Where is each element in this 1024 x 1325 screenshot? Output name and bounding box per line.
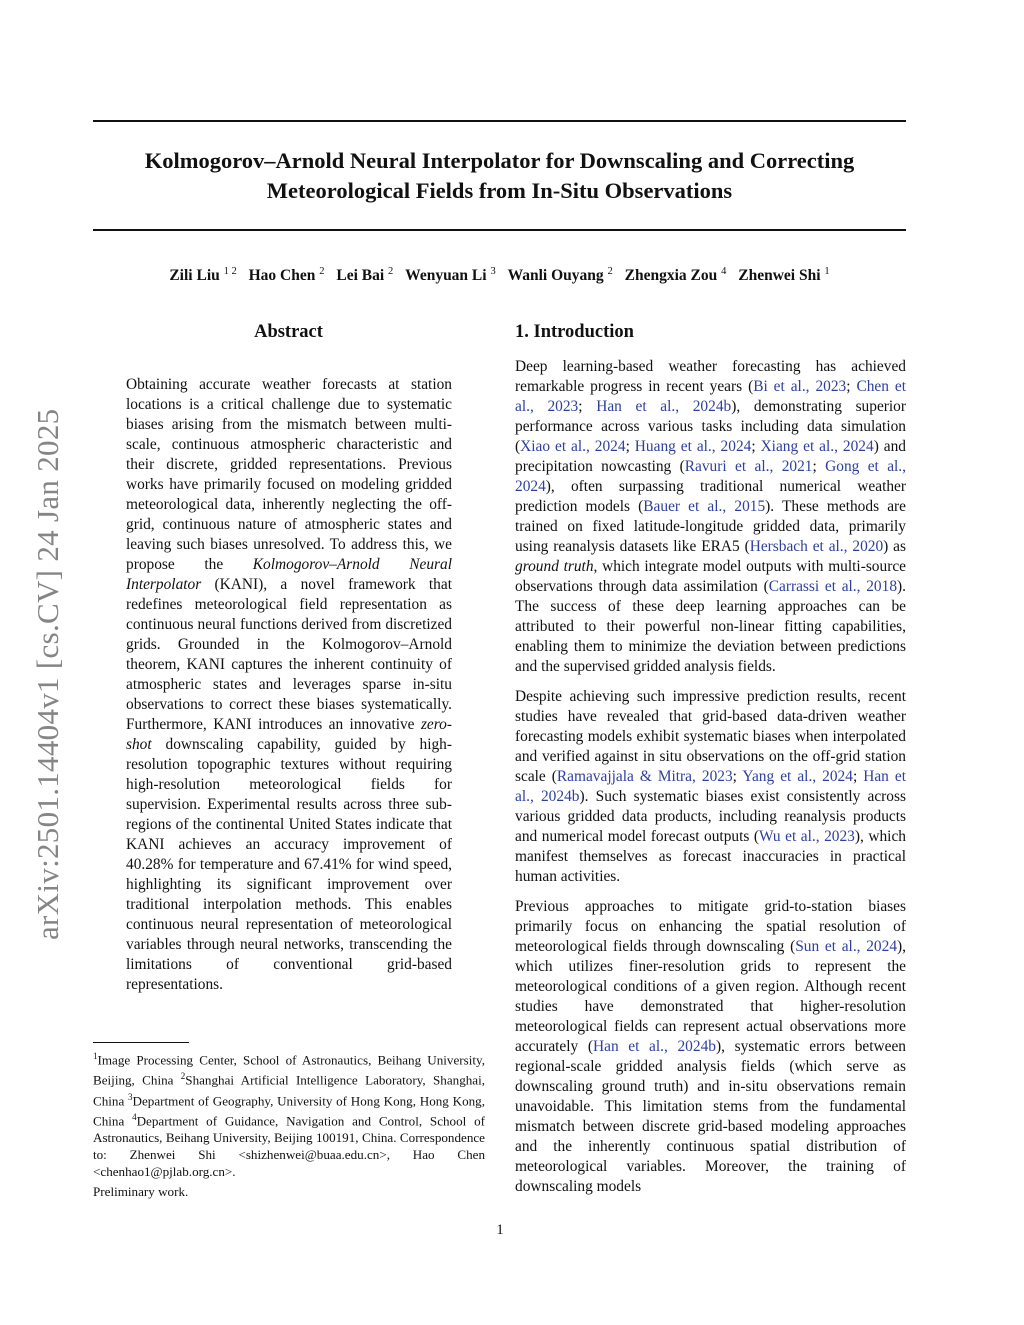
author-name: Hao Chen xyxy=(248,267,316,285)
citation-link[interactable]: Ravuri et al., 2021 xyxy=(684,458,813,475)
author xyxy=(625,267,727,284)
author-list xyxy=(93,266,906,285)
author-name: Lei Bai xyxy=(336,267,385,285)
citation-link[interactable]: Bi et al., 2023 xyxy=(753,378,847,395)
author xyxy=(169,267,236,284)
title-rule-bottom xyxy=(93,229,906,231)
author xyxy=(738,267,829,284)
citation-link[interactable]: Xiao et al., 2024 xyxy=(520,438,626,455)
author-name: Zhenwei Shi xyxy=(738,267,821,285)
section-heading-introduction: 1. Introduction xyxy=(515,322,634,342)
citation-link[interactable]: Hersbach et al., 2020 xyxy=(749,538,884,555)
citation-link[interactable]: Sun et al., 2024 xyxy=(795,938,898,955)
author-affiliation: 4 xyxy=(721,266,727,277)
citation-link[interactable]: Carrassi et al., 2018 xyxy=(768,578,898,595)
citation-link[interactable]: Chen et al., 2023 xyxy=(515,378,906,415)
author-name: Zhengxia Zou xyxy=(624,267,718,285)
author xyxy=(508,267,613,284)
citation-link[interactable]: Huang et al., 2024 xyxy=(634,438,752,455)
author-name: Wanli Ouyang xyxy=(507,267,604,285)
citation-link[interactable]: Xiang et al., 2024 xyxy=(760,438,874,455)
author xyxy=(405,267,496,284)
abstract-heading: Abstract xyxy=(254,322,323,342)
intro-paragraph-3: Previous approaches to mitigate grid-to-station biases primarily focus on enhancing the spatial resolution of meteorological fields through downscaling (Sun et al., 2024), which utilizes finer-resolution grids to represent the meteorological conditions of a given region. Although recent studies have demonstrated that higher-resolution meteorological fields can represent actual observations more accurately (Han et al., 2024b), systematic errors between regional-scale gridded analysis fields (which serve as downscaling ground truth) and in-situ observations remain unavoidable. This limitation stems from the fundamental mismatch between discrete grid-based modeling approaches and the inherently continuous spatial distribution of meteorological variables. Moreover, the training of downscaling models xyxy=(515,898,907,1195)
citation-link[interactable]: Wu et al., 2023 xyxy=(759,828,855,845)
title-rule-top xyxy=(93,120,906,122)
paper-title xyxy=(93,146,906,206)
citation-link[interactable]: Ramavajjala & Mitra, 2023 xyxy=(556,768,733,785)
affiliation-footnote: $^1$Image Processing Center, School of Astronautics, Beihang University, Beijing, China $^2$Shanghai Artificial Intelligence Laboratory, Shanghai, China $^3$Department of Geography, University of Hong Kong, Hong Kong, China $^4$Department of Guidance, Navigation and Control, School of Astronautics, Beihang University, Beijing 100191, China. Correspondence to: Zhenwei Shi <shizhenwei@buaa.edu.cn>, Hao Chen <chenhao1@pjlab.org.cn>. xyxy=(93,1051,486,1180)
author-affiliation: 3 xyxy=(490,266,496,277)
citation-link[interactable]: Han et al., 2024b xyxy=(515,768,906,805)
abstract-body: Obtaining accurate weather forecasts at station locations is a critical challenge due to systematic biases arising from the mismatch between multi-scale, continuous atmospheric characteristic and their discrete, gridded representations. Previous works have primarily focused on modeling gridded meteorological data, inherently neglecting the off-grid, continuous nature of atmospheric states and leaving such biases unresolved. To address this, we propose the Kolmogorov–Arnold Neural Interpolator (KANI), a novel framework that redefines meteorological field representation as continuous neural functions derived from discretized grids. Grounded in the Kolmogorov–Arnold theorem, KANI captures the inherent continuity of atmospheric states and leverages sparse in-situ observations to correct these biases systematically. Furthermore, KANI introduces an innovative zero-shot downscaling capability, guided by high-resolution topographic textures without requiring high-resolution meteorological fields for supervision. Experimental results across three sub-regions of the continental United States indicate that KANI achieves an accuracy improvement of 40.28% for temperature and 67.41% for wind speed, highlighting its significant improvement over traditional interpolation methods. This enables continuous neural representation of meteorological variables through neural networks, transcending the limitations of conventional grid-based representations. xyxy=(126,376,452,993)
citation-link[interactable]: Bauer et al., 2015 xyxy=(643,498,766,515)
introduction-body xyxy=(515,357,906,1207)
preliminary-note: Preliminary work. xyxy=(93,1184,189,1199)
arxiv-identifier: arXiv:2501.14404v1 [cs.CV] 24 Jan 2025 xyxy=(30,408,65,940)
author-affiliation: 2 xyxy=(607,266,613,277)
author xyxy=(249,267,325,284)
footnote-rule xyxy=(93,1042,189,1043)
citation-link[interactable]: Gong et al., 2024 xyxy=(515,458,907,495)
author-affiliation: 2 xyxy=(388,266,394,277)
title-line-1: Kolmogorov–Arnold Neural Interpolator for Downscaling and Correcting xyxy=(144,148,855,173)
title-line-2: Meteorological Fields from In-Situ Observations xyxy=(266,178,733,203)
page-number: 1 xyxy=(496,1222,504,1238)
intro-paragraph-2: Despite achieving such impressive prediction results, recent studies have revealed that grid-based data-driven weather forecasting models exhibit systematic biases when interpolated and verified against in situ observations on the off-grid station scale (Ramavajjala & Mitra, 2023; Yang et al., 2024; Han et al., 2024b). Such systematic biases exist consistently across various gridded data products, including reanalysis products and numerical model forecast outputs (Wu et al., 2023), which manifest themselves as forecast inaccuracies in practical human activities. xyxy=(515,688,906,885)
author-name: Wenyuan Li xyxy=(405,267,487,285)
author xyxy=(336,267,393,284)
author-name: Zili Liu xyxy=(169,267,220,285)
citation-link[interactable]: Han et al., 2024b xyxy=(593,1038,716,1055)
citation-link[interactable]: Yang et al., 2024 xyxy=(742,768,853,785)
author-affiliation: 2 xyxy=(319,266,325,277)
author-affiliation: 1 2 xyxy=(223,266,237,277)
citation-link[interactable]: Han et al., 2024b xyxy=(596,398,732,415)
intro-paragraph-1: Deep learning-based weather forecasting has achieved remarkable progress in recent years (Bi et al., 2023; Chen et al., 2023; Han et al., 2024b), demonstrating superior performance across various tasks including data simulation (Xiao et al., 2024; Huang et al., 2024; Xiang et al., 2024) and precipitation nowcasting (Ravuri et al., 2021; Gong et al., 2024), often surpassing traditional numerical weather prediction models (Bauer et al., 2015). These methods are trained on fixed latitude-longitude gridded data, primarily using reanalysis datasets like ERA5 (Hersbach et al., 2020) as ground truth, which integrate model outputs with multi-source observations through data assimilation (Carrassi et al., 2018). The success of these deep learning approaches can be attributed to their powerful non-linear fitting capabilities, enabling them to minimize the deviation between predictions and the supervised gridded analysis fields. xyxy=(515,358,907,675)
author-affiliation: 1 xyxy=(824,266,830,277)
